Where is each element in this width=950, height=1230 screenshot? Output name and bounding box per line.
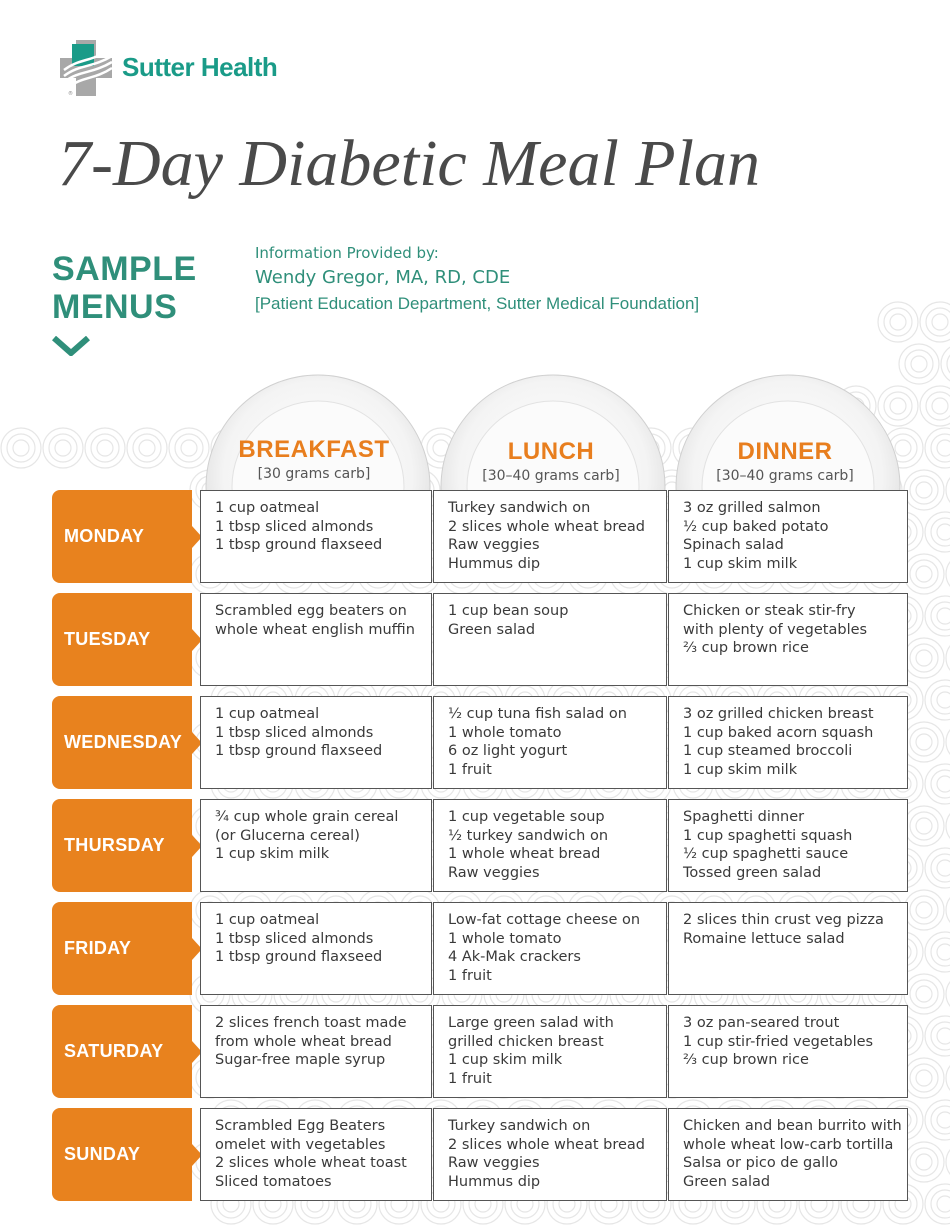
menu-line: Sliced tomatoes: [215, 1173, 332, 1190]
dinner-cell: [668, 696, 908, 789]
info-author: Wendy Gregor, MA, RD, CDE: [255, 267, 511, 288]
menu-line: 1 cup skim milk: [683, 761, 798, 778]
registered-mark: ®: [68, 91, 73, 97]
menu-line: 1 cup oatmeal: [215, 500, 320, 516]
lunch-cell: [433, 902, 667, 995]
menu-line: Scrambled Egg Beaters: [215, 1118, 386, 1134]
menu-line: Chicken and bean burrito with: [683, 1118, 902, 1134]
menu-line: 1 cup stir-fried vegetables: [683, 1033, 874, 1050]
menu-line: Large green salad with: [448, 1015, 614, 1031]
menu-line: ½ cup spaghetti sauce: [683, 846, 849, 863]
menu-line: Romaine lettuce salad: [683, 930, 845, 947]
breakfast-cell: [200, 490, 432, 583]
menu-line: Salsa or pico de gallo: [683, 1155, 839, 1172]
menu-line: ½ cup baked potato: [683, 518, 829, 535]
menu-line: 1 tbsp sliced almonds: [215, 724, 374, 741]
breakfast-cell: [200, 1108, 432, 1201]
menu-line: 1 cup skim milk: [215, 846, 330, 863]
menu-line: whole wheat low-carb tortilla: [683, 1136, 894, 1153]
meal-name: BREAKFAST: [238, 436, 390, 463]
lunch-cell: [433, 593, 667, 686]
menu-line: 2 slices whole wheat toast: [215, 1155, 407, 1172]
menu-line: grilled chicken breast: [448, 1033, 604, 1050]
menu-line: 1 whole wheat bread: [448, 846, 601, 863]
day-tab: [52, 593, 192, 686]
dinner-cell: [668, 1108, 908, 1201]
day-tab: [52, 490, 192, 583]
page-title: 7-Day Diabetic Meal Plan: [58, 127, 760, 200]
sample-menus-heading: [52, 250, 197, 326]
day-tab: [52, 1108, 192, 1201]
dinner-cell: [668, 799, 908, 892]
menu-line: 1 cup oatmeal: [215, 706, 320, 722]
menu-line: (or Glucerna cereal): [215, 827, 360, 844]
menu-line: 1 fruit: [448, 1070, 492, 1087]
menu-line: from whole wheat bread: [215, 1033, 392, 1050]
breakfast-cell: [200, 1005, 432, 1098]
menu-line: 1 tbsp sliced almonds: [215, 930, 374, 947]
menu-line: 1 whole tomato: [448, 724, 562, 741]
meal-name: DINNER: [737, 438, 833, 465]
day-label: SUNDAY: [64, 1144, 141, 1164]
menu-line: Green salad: [683, 1173, 771, 1190]
day-label: MONDAY: [64, 526, 145, 546]
menu-line: 1 cup vegetable soup: [448, 809, 605, 825]
day-tab: [52, 902, 192, 995]
menu-line: whole wheat english muffin: [215, 621, 415, 638]
menu-line: Chicken or steak stir-fry: [683, 603, 856, 619]
day-tab: [52, 1005, 192, 1098]
menu-line: 1 cup spaghetti squash: [683, 827, 853, 844]
menu-line: Turkey sandwich on: [448, 500, 591, 516]
menu-line: Sugar-free maple syrup: [215, 1052, 386, 1069]
menu-line: 1 tbsp sliced almonds: [215, 518, 374, 535]
menu-line: 2 slices thin crust veg pizza: [683, 912, 884, 928]
lunch-cell: [433, 799, 667, 892]
meal-carb: [30–40 grams carb]: [716, 468, 854, 484]
menu-line: Low-fat cottage cheese on: [448, 912, 641, 928]
lunch-cell: [433, 1005, 667, 1098]
menu-line: 1 cup steamed broccoli: [683, 743, 853, 760]
sample-menus-line1: SAMPLE: [52, 250, 197, 288]
menu-line: omelet with vegetables: [215, 1136, 386, 1153]
menu-line: 1 tbsp ground flaxseed: [215, 743, 383, 760]
menu-line: 6 oz light yogurt: [448, 743, 568, 760]
menu-line: 1 tbsp ground flaxseed: [215, 537, 383, 554]
menu-line: ⅔ cup brown rice: [683, 640, 809, 657]
dinner-cell: [668, 490, 908, 583]
menu-line: Spaghetti dinner: [683, 809, 805, 825]
menu-line: 1 whole tomato: [448, 930, 562, 947]
menu-line: 1 fruit: [448, 761, 492, 778]
menu-line: ¾ cup whole grain cereal: [215, 809, 399, 825]
menu-line: Turkey sandwich on: [448, 1118, 591, 1134]
lunch-cell: [433, 696, 667, 789]
day-tab: [52, 799, 192, 892]
meal-name: LUNCH: [507, 438, 595, 465]
menu-line: with plenty of vegetables: [683, 621, 868, 638]
menu-line: 3 oz grilled salmon: [683, 500, 821, 516]
menu-line: ½ turkey sandwich on: [448, 827, 609, 844]
menu-line: 2 slices whole wheat bread: [448, 1136, 645, 1153]
dinner-cell: [668, 593, 908, 686]
menu-line: Raw veggies: [448, 1155, 540, 1172]
breakfast-cell: [200, 593, 432, 686]
info-label: Information Provided by:: [255, 244, 439, 262]
chevron-down-icon: [52, 336, 90, 356]
menu-line: 1 cup skim milk: [683, 555, 798, 572]
lunch-cell: [433, 490, 667, 583]
menu-line: ½ cup tuna fish salad on: [448, 706, 627, 722]
menu-line: 4 Ak-Mak crackers: [448, 949, 581, 966]
meal-header-dinner: [670, 438, 900, 486]
menu-line: Green salad: [448, 621, 536, 638]
day-label: TUESDAY: [64, 629, 151, 649]
breakfast-cell: [200, 902, 432, 995]
menu-line: Raw veggies: [448, 864, 540, 881]
meal-carb: [30 grams carb]: [257, 466, 371, 482]
info-credits: [255, 243, 699, 316]
day-label: SATURDAY: [64, 1041, 164, 1061]
menu-line: Hummus dip: [448, 1173, 541, 1190]
day-tab: [52, 696, 192, 789]
day-label: FRIDAY: [64, 938, 132, 958]
logo-cross-icon: [58, 40, 118, 100]
menu-line: Spinach salad: [683, 537, 784, 554]
breakfast-cell: [200, 696, 432, 789]
menu-line: 1 tbsp ground flaxseed: [215, 949, 383, 966]
meal-header-breakfast: [199, 436, 429, 484]
breakfast-cell: [200, 799, 432, 892]
dinner-cell: [668, 1005, 908, 1098]
menu-line: 1 cup oatmeal: [215, 912, 320, 928]
menu-line: 2 slices french toast made: [215, 1015, 407, 1031]
logo-text: Sutter Health: [122, 52, 278, 82]
lunch-cell: [433, 1108, 667, 1201]
menu-line: 1 fruit: [448, 967, 492, 984]
menu-line: 1 cup skim milk: [448, 1052, 563, 1069]
menu-line: 3 oz pan-seared trout: [683, 1015, 840, 1031]
menu-line: Hummus dip: [448, 555, 541, 572]
menu-line: 1 cup bean soup: [448, 603, 569, 619]
day-label: THURSDAY: [64, 835, 165, 855]
menu-line: Raw veggies: [448, 537, 540, 554]
menu-line: 3 oz grilled chicken breast: [683, 706, 874, 722]
sutter-health-logo: [58, 40, 293, 102]
info-organization: [Patient Education Department, Sutter Medical Foundation]: [255, 294, 700, 313]
menu-line: Scrambled egg beaters on: [215, 603, 407, 619]
menu-line: Tossed green salad: [683, 864, 822, 881]
day-label: WEDNESDAY: [64, 732, 183, 752]
menu-line: 1 cup baked acorn squash: [683, 724, 874, 741]
menu-line: ⅔ cup brown rice: [683, 1052, 809, 1069]
dinner-cell: [668, 902, 908, 995]
sample-menus-line2: MENUS: [52, 288, 178, 326]
meal-carb: [30–40 grams carb]: [482, 468, 620, 484]
menu-line: 2 slices whole wheat bread: [448, 518, 645, 535]
meal-header-lunch: [436, 438, 666, 486]
